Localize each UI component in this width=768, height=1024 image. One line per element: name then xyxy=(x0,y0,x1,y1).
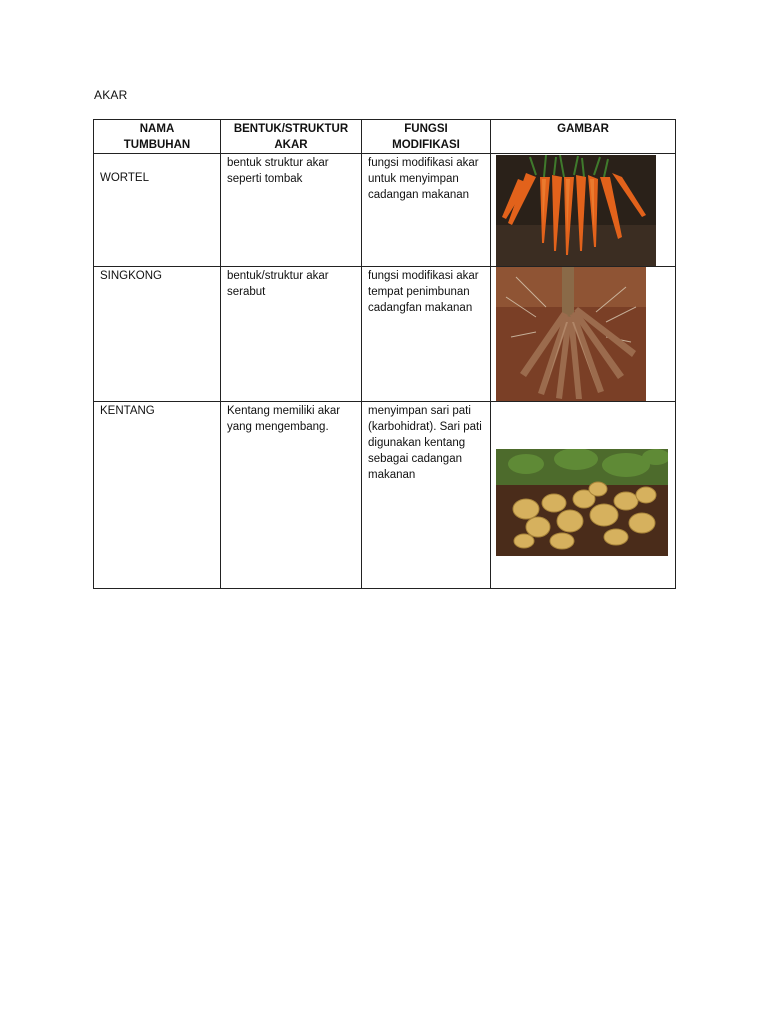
image-cell xyxy=(491,154,676,267)
potatoes-photo xyxy=(496,449,668,556)
cassava-roots-photo xyxy=(496,267,646,401)
function-text: menyimpan sari pati (karbohidrat). Sari pati digunakan kentang sebagai cadangan makanan xyxy=(368,405,482,481)
header-fungsi-modifikasi: FUNGSI MODIFIKASI xyxy=(362,120,491,154)
function-cell xyxy=(362,402,491,589)
plant-name: SINGKONG xyxy=(100,270,162,282)
function-cell xyxy=(362,154,491,267)
structure-text: Kentang memiliki akar yang mengembang. xyxy=(227,405,341,433)
header-nama-tumbuhan: NAMA TUMBUHAN xyxy=(94,120,221,154)
image-cell xyxy=(491,267,676,402)
table-row xyxy=(94,402,676,589)
structure-cell xyxy=(221,154,362,267)
plant-name: WORTEL xyxy=(100,172,149,184)
table-row xyxy=(94,267,676,402)
structure-cell xyxy=(221,267,362,402)
header-bentuk-struktur: BENTUK/STRUKTUR AKAR xyxy=(221,120,362,154)
function-text: fungsi modifikasi akar tempat penimbunan cadangfan makanan xyxy=(368,270,479,314)
structure-text: bentuk/struktur akar serabut xyxy=(227,270,329,298)
page-heading: AKAR xyxy=(94,88,128,102)
root-modification-table xyxy=(93,119,676,589)
structure-cell xyxy=(221,402,362,589)
table-row xyxy=(94,154,676,267)
header-gambar: GAMBAR xyxy=(491,120,676,154)
carrots-photo xyxy=(496,155,656,266)
table-header-row xyxy=(94,120,676,154)
plant-name-cell xyxy=(94,154,221,267)
structure-text: bentuk struktur akar seperti tombak xyxy=(227,157,329,185)
function-text: fungsi modifikasi akar untuk menyimpan cadangan makanan xyxy=(368,157,479,201)
plant-name-cell xyxy=(94,402,221,589)
function-cell xyxy=(362,267,491,402)
plant-name: KENTANG xyxy=(100,405,155,417)
plant-name-cell xyxy=(94,267,221,402)
image-cell xyxy=(491,402,676,589)
